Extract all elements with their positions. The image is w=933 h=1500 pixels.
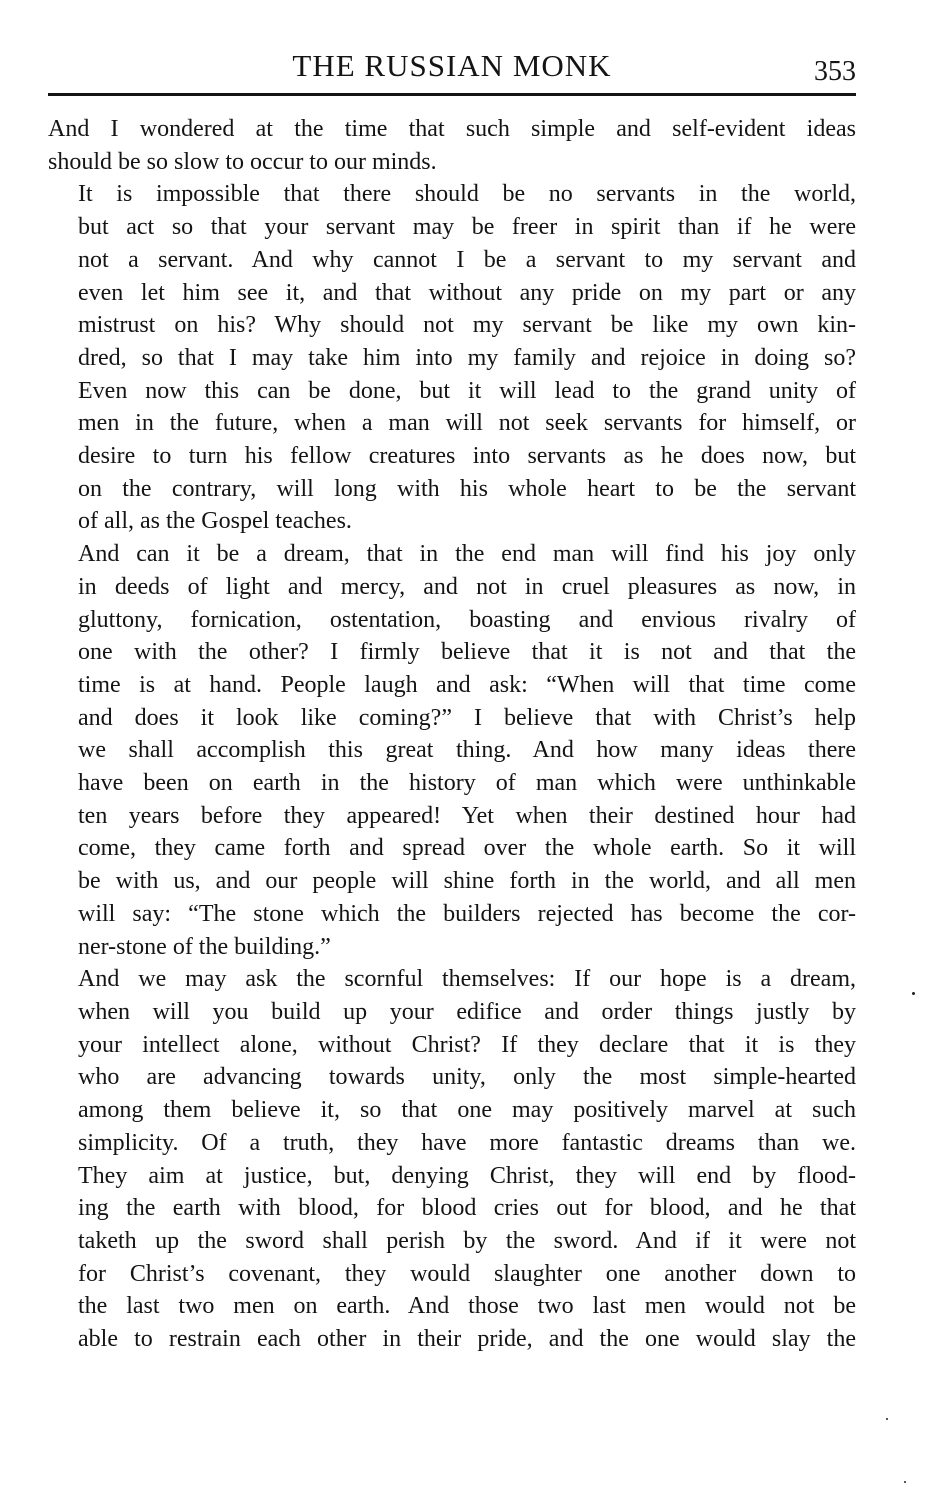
paragraph-4	[48, 963, 856, 1355]
text-line: come, they came forth and spread over the whole earth. So it will	[78, 835, 856, 862]
text-line: simplicity. Of a truth, they have more fantastic dreams than we.	[78, 1129, 856, 1156]
text-line: when will you build up your edifice and order things justly by	[78, 998, 856, 1025]
paragraph-2	[48, 178, 856, 538]
stray-ink-mark	[912, 992, 915, 995]
paragraph-1	[48, 113, 856, 178]
text-line: among them believe it, so that one may positively marvel at such	[78, 1097, 856, 1124]
stray-ink-mark	[904, 1481, 906, 1483]
body-text	[48, 113, 856, 1356]
text-line: have been on earth in the history of man which were unthinkable	[78, 770, 856, 797]
text-line: should be so slow to occur to our minds.	[48, 148, 437, 175]
text-line: And we may ask the scornful themselves: If our hope is a dream,	[78, 966, 856, 993]
text-line: the last two men on earth. And those two last men would not be	[78, 1293, 856, 1320]
text-line: one with the other? I firmly believe that it is not and that the	[78, 639, 856, 666]
page-number: 353	[814, 56, 856, 87]
header-rule	[48, 93, 856, 96]
text-line: men in the future, when a man will not seek servants for himself, or	[78, 410, 856, 437]
text-line: but act so that your servant may be freer in spirit than if he were	[78, 214, 856, 241]
text-line: ner-stone of the building.”	[78, 933, 331, 960]
text-line: time is at hand. People laugh and ask: “When will that time come	[78, 671, 856, 698]
text-line: dred, so that I may take him into my family and rejoice in doing so?	[78, 344, 856, 371]
text-line: be with us, and our people will shine forth in the world, and all men	[78, 868, 856, 895]
text-line: Even now this can be done, but it will lead to the grand unity of	[78, 377, 856, 404]
text-line: even let him see it, and that without any pride on my part or any	[78, 279, 856, 306]
text-line: your intellect alone, without Christ? If they declare that it is they	[78, 1031, 856, 1058]
text-line: who are advancing towards unity, only the most simple-hearted	[78, 1064, 856, 1091]
text-line: ing the earth with blood, for blood cries out for blood, and he that	[78, 1195, 856, 1222]
stray-ink-mark	[886, 1418, 888, 1420]
running-title: THE RUSSIAN MONK	[292, 48, 612, 83]
text-line: gluttony, fornication, ostentation, boasting and envious rivalry of	[78, 606, 856, 633]
text-line: we shall accomplish this great thing. And how many ideas there	[78, 737, 856, 764]
text-line: And can it be a dream, that in the end man will find his joy only	[78, 541, 856, 568]
text-line: on the contrary, will long with his whole heart to be the servant	[78, 475, 856, 502]
text-line: taketh up the sword shall perish by the sword. And if it were not	[78, 1227, 856, 1254]
text-line: able to restrain each other in their pride, and the one would slay the	[78, 1326, 856, 1353]
text-line: for Christ’s covenant, they would slaughter one another down to	[78, 1260, 856, 1287]
text-line: ten years before they appeared! Yet when their destined hour had	[78, 802, 856, 829]
text-line: mistrust on his? Why should not my servant be like my own kin-	[78, 312, 856, 339]
text-line: They aim at justice, but, denying Christ, they will end by flood-	[78, 1162, 856, 1189]
paragraph-3	[48, 538, 856, 963]
text-line: And I wondered at the time that such simple and self-evident ideas	[48, 116, 856, 142]
text-line: in deeds of light and mercy, and not in cruel pleasures as now, in	[78, 573, 856, 600]
text-line: and does it look like coming?” I believe that with Christ’s help	[78, 704, 856, 731]
text-line: not a servant. And why cannot I be a servant to my servant and	[78, 246, 856, 273]
text-line: It is impossible that there should be no servants in the world,	[78, 181, 856, 208]
text-line: will say: “The stone which the builders rejected has become the cor-	[78, 900, 856, 927]
text-line: of all, as the Gospel teaches.	[78, 508, 352, 535]
running-head	[48, 46, 856, 86]
text-line: desire to turn his fellow creatures into servants as he does now, but	[78, 443, 856, 470]
